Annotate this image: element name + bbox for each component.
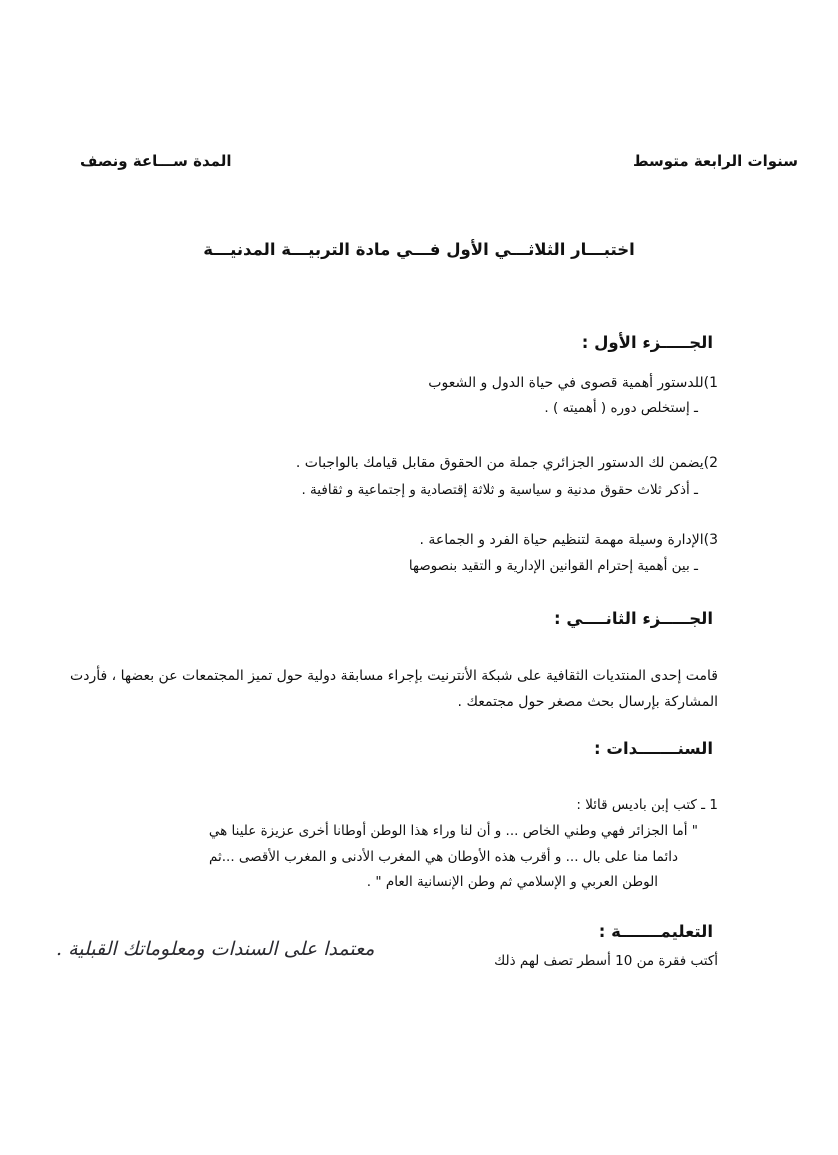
duration-label: المدة ســـاعة ونصف [80,152,232,170]
sources-heading: السنـــــــدات : [594,739,713,758]
question-1: 1)للدستور أهمية قصوى في حياة الدول و الشعوب [428,375,718,391]
question-2-task: ـ أذكر ثلاث حقوق مدنية و سياسية و ثلاثة إقتصادية و إجتماعية و ثقافية . [301,482,698,498]
level-label: سنوات الرابعة متوسط [632,152,798,170]
situation-paragraph: قامت إحدى المنتديات الثقافية على شبكة الأنترنيت بإجراء مسابقة دولية حول تميز المجتمعات عن بعضها ، فأردت المشاركة بإرسال بحث مصغر حول مجتمعك . [70,668,718,710]
source-1-line-1: " أما الجزائر فهي وطني الخاص ... و أن لنا وراء هذا الوطن أوطانا أخرى عزيزة علينا هي [208,823,698,839]
question-1-task: ـ إستخلص دوره ( أهميته ) . [544,400,698,416]
exam-title: اختبـــار الثلاثـــي الأول فـــي مادة التربيـــة المدنيـــة [203,240,635,259]
part2-heading: الجـــــزء الثانــــي : [554,609,713,628]
part1-heading: الجـــــزء الأول : [581,333,713,352]
source-1-line-3: الوطن العربي و الإسلامي ثم وطن الإنسانية العام " . [366,874,658,890]
instruction-heading: التعليمـــــــة : [598,922,713,941]
question-3: 3)الإدارة وسيلة مهمة لتنظيم حياة الفرد و الجماعة . [419,532,718,548]
instruction-text: أكتب فقرة من 10 أسطر تصف لهم ذلك [494,953,718,969]
source-1-line-2: دائما منا على بال ... و أقرب هذه الأوطان هي المغرب الأدنى و المغرب الأقصى ...ثم [209,849,678,865]
source-1-intro: 1 ـ كتب إبن باديس قائلا : [576,797,718,813]
question-2: 2)يضمن لك الدستور الجزائري جملة من الحقوق مقابل قيامك بالواجبات . [295,455,718,471]
handwritten-note: معتمدا على السندات ومعلوماتك القبلية . [56,938,375,960]
question-3-task: ـ بين أهمية إحترام القوانين الإدارية و التقيد بنصوصها [408,558,698,574]
